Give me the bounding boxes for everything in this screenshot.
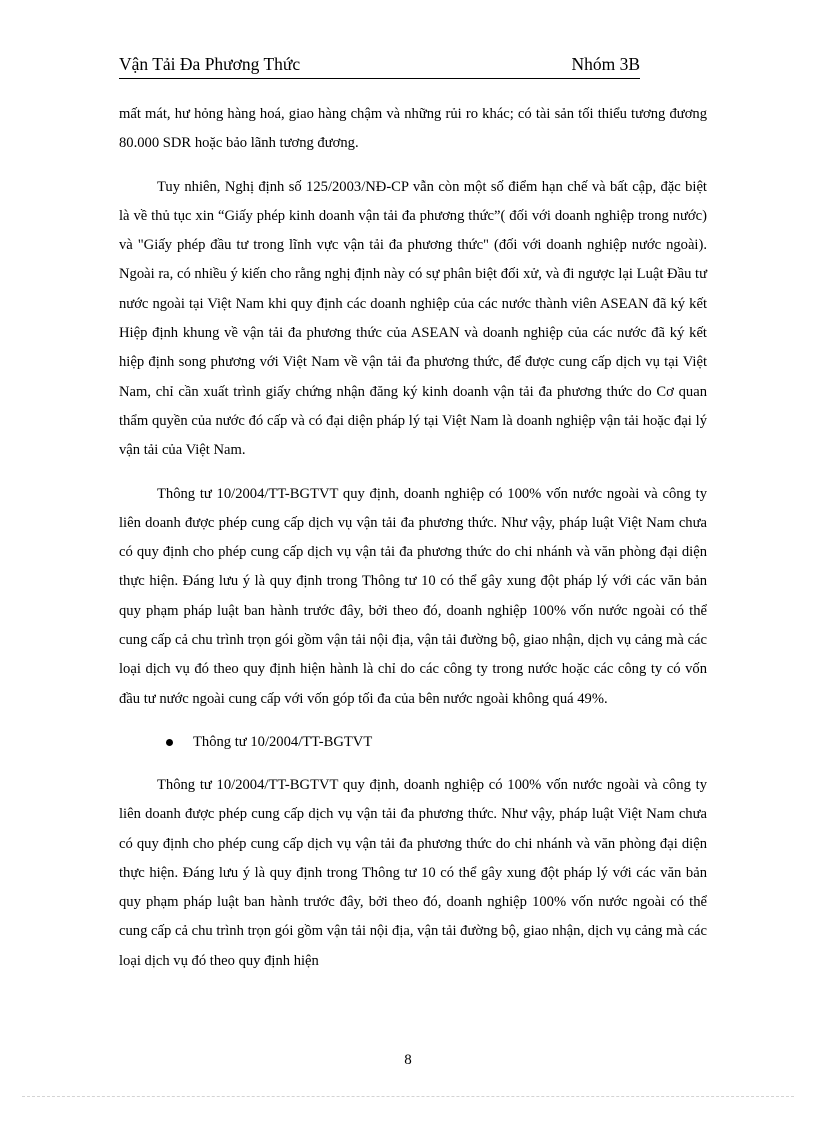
paragraph-1: mất mát, hư hỏng hàng hoá, giao hàng chậm và những rủi ro khác; có tài sản tối thiểu tương đương 80.000 SDR hoặc bảo lãnh tương đương. [119, 106, 707, 152]
paragraph-4: Thông tư 10/2004/TT-BGTVT quy định, doanh nghiệp có 100% vốn nước ngoài và công ty liên doanh được phép cung cấp dịch vụ vận tải đa phương thức. Như vậy, pháp luật Việt Nam chưa có quy định cho phép cung cấp dịch vụ vận tải đa phương thức do chi nhánh và văn phòng đại diện thực hiện. Đáng lưu ý là quy định trong Thông tư 10 có thể gây xung đột pháp lý với các văn bản quy phạm pháp luật ban hành trước đây, bởi theo đó, doanh nghiệp 100% vốn nước ngoài có thể cung cấp cả chu trình trọn gói gồm vận tải nội địa, vận tải đường bộ, giao nhận, dịch vụ cảng mà các loại dịch vụ đó theo quy định hiện [119, 776, 707, 969]
page-header [119, 52, 640, 79]
paragraph-3: Thông tư 10/2004/TT-BGTVT quy định, doanh nghiệp có 100% vốn nước ngoài và công ty liên doanh được phép cung cấp dịch vụ vận tải đa phương thức. Như vậy, pháp luật Việt Nam chưa có quy định cho phép cung cấp dịch vụ vận tải đa phương thức do chi nhánh và văn phòng đại diện thực hiện. Đáng lưu ý là quy định trong Thông tư 10 có thể gây xung đột pháp lý với các văn bản quy phạm pháp luật ban hành trước đây, bởi theo đó, doanh nghiệp 100% vốn nước ngoài có thể cung cấp cả chu trình trọn gói gồm vận tải nội địa, vận tải đường bộ, giao nhận, dịch vụ cảng mà các loại dịch vụ đó theo quy định hiện hành là chỉ do các công ty trong nước hoặc các công ty có vốn đầu tư nước ngoài cung cấp với vốn góp tối đa của bên nước ngoài không quá 49%. [119, 485, 707, 707]
header-group: Nhóm 3B [571, 54, 640, 74]
header-title: Vận Tải Đa Phương Thức [119, 54, 301, 74]
bullet-item [119, 728, 707, 757]
document-body [119, 100, 707, 976]
bullet-icon [166, 739, 173, 746]
paragraph-2: Tuy nhiên, Nghị định số 125/2003/NĐ-CP vẫn còn một số điểm hạn chế và bất cập, đặc biệt là về thủ tục xin “Giấy phép kinh doanh vận tải đa phương thức”( đối với doanh nghiệp trong nước) và "Giấy phép đầu tư trong lĩnh vực vận tải đa phương thức" (đối với doanh nghiệp nước ngoài). Ngoài ra, có nhiều ý kiến cho rằng nghị định này có sự phân biệt đối xử, và đi ngược lại Luật Đầu tư nước ngoài tại Việt Nam khi quy định các doanh nghiệp của các nước thành viên ASEAN đã ký kết Hiệp định khung về vận tải đa phương thức của ASEAN và doanh nghiệp của các nước đã ký kết hiệp định song phương với Việt Nam về vận tải đa phương thức, để được cung cấp dịch vụ tại Việt Nam, chỉ cần xuất trình giấy chứng nhận đăng ký kinh doanh vận tải đa phương thức do Cơ quan thẩm quyền của nước đó cấp và có đại diện pháp lý tại Việt Nam là doanh nghiệp vận tải hoặc đại lý vận tải của Việt Nam. [119, 178, 707, 459]
page-number: 8 [404, 1052, 412, 1068]
page-bottom-divider [22, 1096, 794, 1097]
bullet-text: Thông tư 10/2004/TT-BGTVT [193, 733, 373, 750]
